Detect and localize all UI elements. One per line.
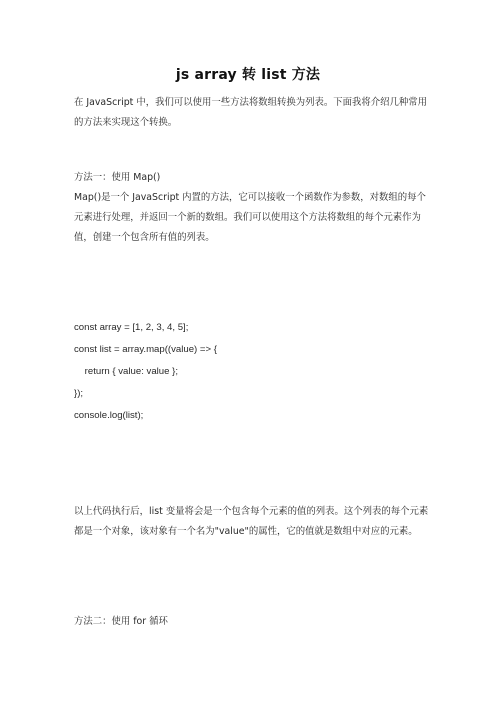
code-line: const list = array.map((value) => { — [74, 344, 217, 355]
result-description: 以上代码执行后，list 变量将会是一个包含每个元素的值的列表。这个列表的每个元素都是一个对象，该对象有一个名为"value"的属性，它的值就是数组中对应的元素。 — [74, 506, 429, 537]
code-line: }); — [74, 388, 84, 399]
code-line: const array = [1, 2, 3, 4, 5]; — [74, 322, 189, 333]
intro-paragraph: 在 JavaScript 中，我们可以使用一些方法将数组转换为列表。下面我将介绍几种常用的方法来实现这个转换。 — [74, 97, 427, 128]
code-line: return { value: value }; — [74, 366, 178, 377]
method-1-heading: 方法一：使用 Map() — [74, 172, 161, 183]
method-1-description: Map()是一个 JavaScript 内置的方法，它可以接收一个函数作为参数，对数组的每个元素进行处理，并返回一个新的数组。我们可以使用这个方法将数组的每个元素作为值，创建一个包含所有值的列表。 — [74, 192, 426, 243]
method-2-heading: 方法二：使用 for 循环 — [74, 616, 168, 627]
document-title: js array 转 list 方法 — [175, 67, 321, 83]
code-line: console.log(list); — [74, 410, 144, 421]
